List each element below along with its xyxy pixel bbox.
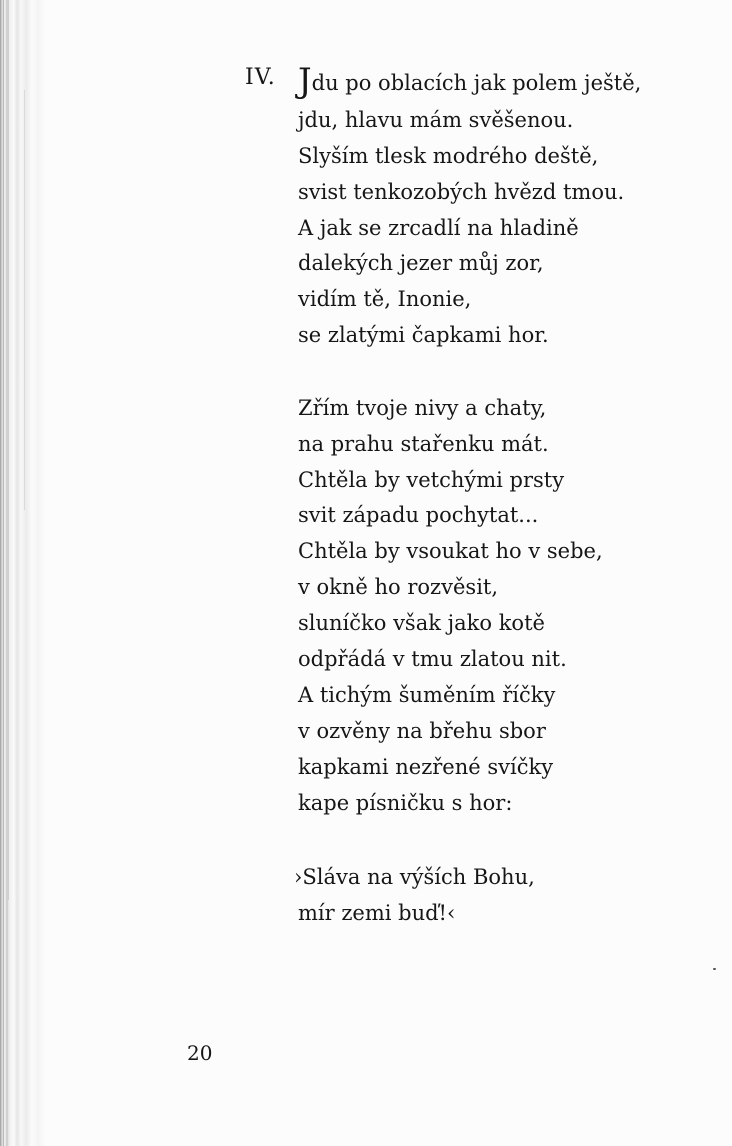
section-numeral: IV. <box>245 65 276 90</box>
poem-line: mír zemi buď!‹ <box>298 901 456 925</box>
poem-line: na prahu stařenku mát. <box>298 432 549 456</box>
poem-line: ›Sláva na výších Bohu, <box>294 865 535 889</box>
poem-line: A tichým šuměním říčky <box>298 683 556 707</box>
poem-line: kapkami nezřené svíčky <box>298 755 554 779</box>
poem-line: Slyším tlesk modrého deště, <box>298 144 599 168</box>
poem-line: dalekých jezer můj zor, <box>298 251 544 275</box>
poem-line: se zlatými čapkami hor. <box>298 323 549 347</box>
drop-cap: J <box>298 61 312 101</box>
poem-line: jdu, hlavu mám svěšenou. <box>298 108 574 132</box>
poem-line: A jak se zrcadlí na hladině <box>298 216 579 240</box>
poem-line: v ozvěny na břehu sbor <box>298 719 546 743</box>
ink-speck <box>713 968 716 970</box>
poem-line-text: du po oblacích jak polem ještě, <box>311 71 642 95</box>
poem-line: svit západu pochytat... <box>298 503 539 527</box>
poem-line <box>298 61 642 101</box>
poem-line: sluníčko však jako kotě <box>298 611 545 635</box>
poem-line: Chtěla by vsoukat ho v sebe, <box>298 539 603 563</box>
poem-line: Zřím tvoje nivy a chaty, <box>298 396 547 420</box>
poem-line: kape písničku s hor: <box>298 791 513 815</box>
poem-line: v okně ho rozvěsit, <box>298 575 499 599</box>
poem-line: vidím tě, Inonie, <box>298 287 472 311</box>
poem-line: Chtěla by vetchými prsty <box>298 468 565 492</box>
poem-line: odpřádá v tmu zlatou nit. <box>298 647 567 671</box>
page-number: 20 <box>187 1041 213 1065</box>
poem-line: svist tenkozobých hvězd tmou. <box>298 180 625 204</box>
